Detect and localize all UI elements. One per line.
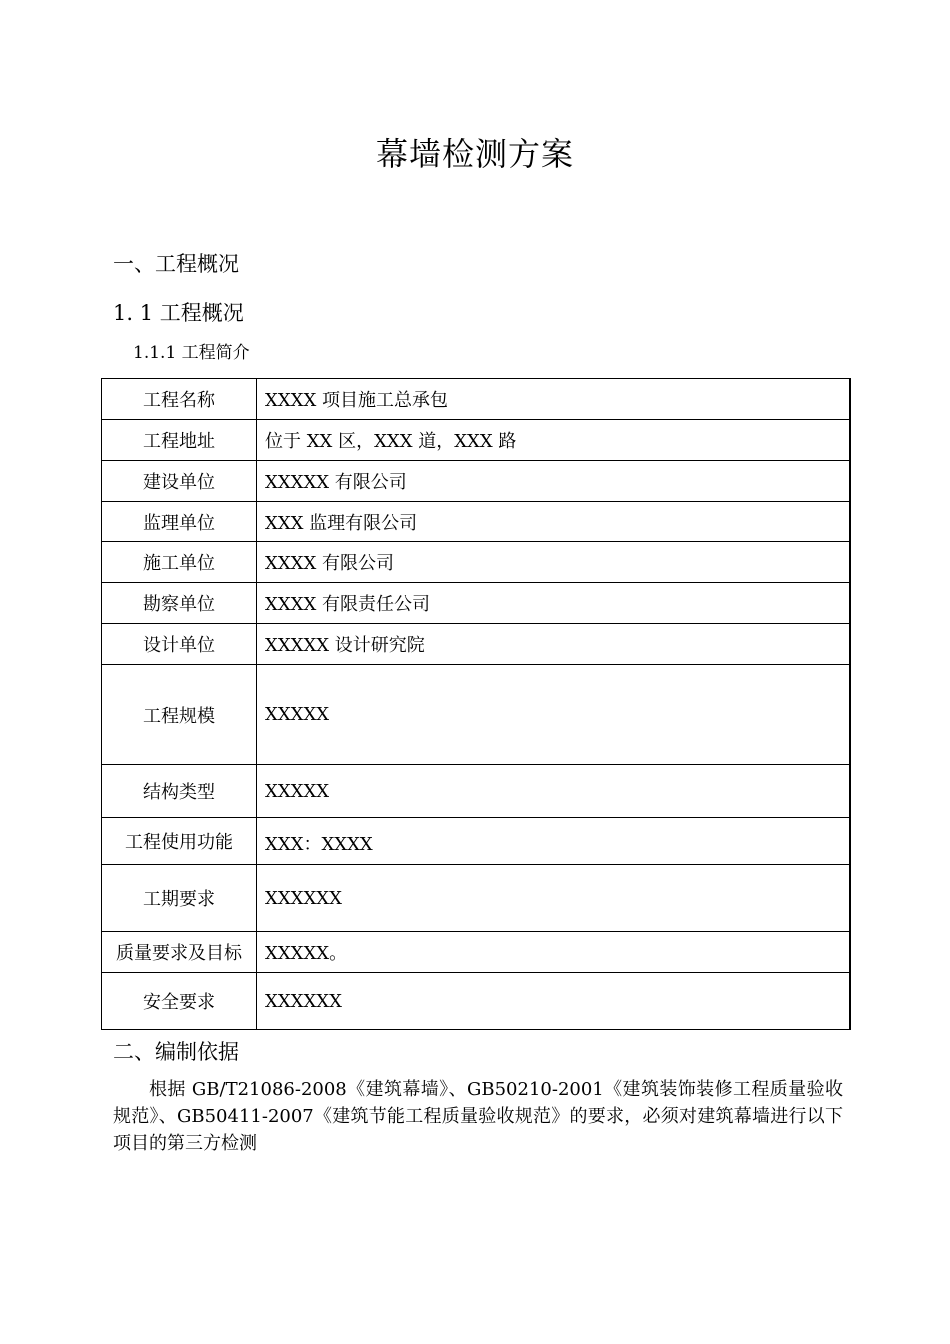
table-row bbox=[102, 818, 850, 865]
table-row bbox=[102, 461, 850, 502]
row-label: 安全要求 bbox=[102, 973, 257, 1030]
row-value: XXXXX。 bbox=[257, 932, 850, 973]
row-value: XXXX 项目施工总承包 bbox=[257, 379, 850, 420]
row-label: 工程地址 bbox=[102, 420, 257, 461]
document-title: 幕墙检测方案 bbox=[375, 135, 574, 173]
row-label: 工期要求 bbox=[102, 865, 257, 932]
row-value: XXXXXX bbox=[257, 865, 850, 932]
row-value: XXXXX bbox=[257, 665, 850, 765]
table-row bbox=[102, 420, 850, 461]
row-label: 工程使用功能 bbox=[102, 818, 257, 865]
section-heading-overview: 一、工程概况 bbox=[113, 252, 239, 276]
row-label: 质量要求及目标 bbox=[102, 932, 257, 973]
row-value: XXXX 有限责任公司 bbox=[257, 583, 850, 624]
table-row bbox=[102, 624, 850, 665]
row-value: XXX 监理有限公司 bbox=[257, 502, 850, 542]
table-row bbox=[102, 502, 850, 542]
row-value: XXXXX 设计研究院 bbox=[257, 624, 850, 665]
subsubsection-heading-intro: 1.1.1 工程简介 bbox=[133, 343, 250, 363]
table-row bbox=[102, 865, 850, 932]
section-heading-basis: 二、编制依据 bbox=[113, 1040, 239, 1064]
row-label: 工程名称 bbox=[102, 379, 257, 420]
table-row bbox=[102, 542, 850, 583]
row-label: 工程规模 bbox=[102, 665, 257, 765]
table-row bbox=[102, 932, 850, 973]
row-label: 监理单位 bbox=[102, 502, 257, 542]
table-row bbox=[102, 973, 850, 1030]
table-right-rule bbox=[850, 378, 851, 1030]
table-row bbox=[102, 379, 850, 420]
table-row bbox=[102, 765, 850, 818]
subsection-heading-overview: 1. 1 工程概况 bbox=[113, 301, 244, 325]
row-label: 设计单位 bbox=[102, 624, 257, 665]
table-row bbox=[102, 583, 850, 624]
row-label: 施工单位 bbox=[102, 542, 257, 583]
row-value: XXXXXX bbox=[257, 973, 850, 1030]
row-label: 建设单位 bbox=[102, 461, 257, 502]
row-value: XXXX 有限公司 bbox=[257, 542, 850, 583]
project-info-table bbox=[101, 378, 850, 1030]
basis-paragraph: 根据 GB/T21086-2008《建筑幕墙》、GB50210-2001《建筑装饰装修工程质量验收规范》、GB50411-2007《建筑节能工程质量验收规范》的要求，必须对建筑幕墙进行以下项目的第三方检测 bbox=[113, 1079, 843, 1154]
row-value: XXXXX bbox=[257, 765, 850, 818]
row-label: 勘察单位 bbox=[102, 583, 257, 624]
row-value: XXX：XXXX bbox=[257, 818, 850, 865]
row-value: XXXXX 有限公司 bbox=[257, 461, 850, 502]
row-label: 结构类型 bbox=[102, 765, 257, 818]
row-value: 位于 XX 区，XXX 道，XXX 路 bbox=[257, 420, 850, 461]
table-row bbox=[102, 665, 850, 765]
